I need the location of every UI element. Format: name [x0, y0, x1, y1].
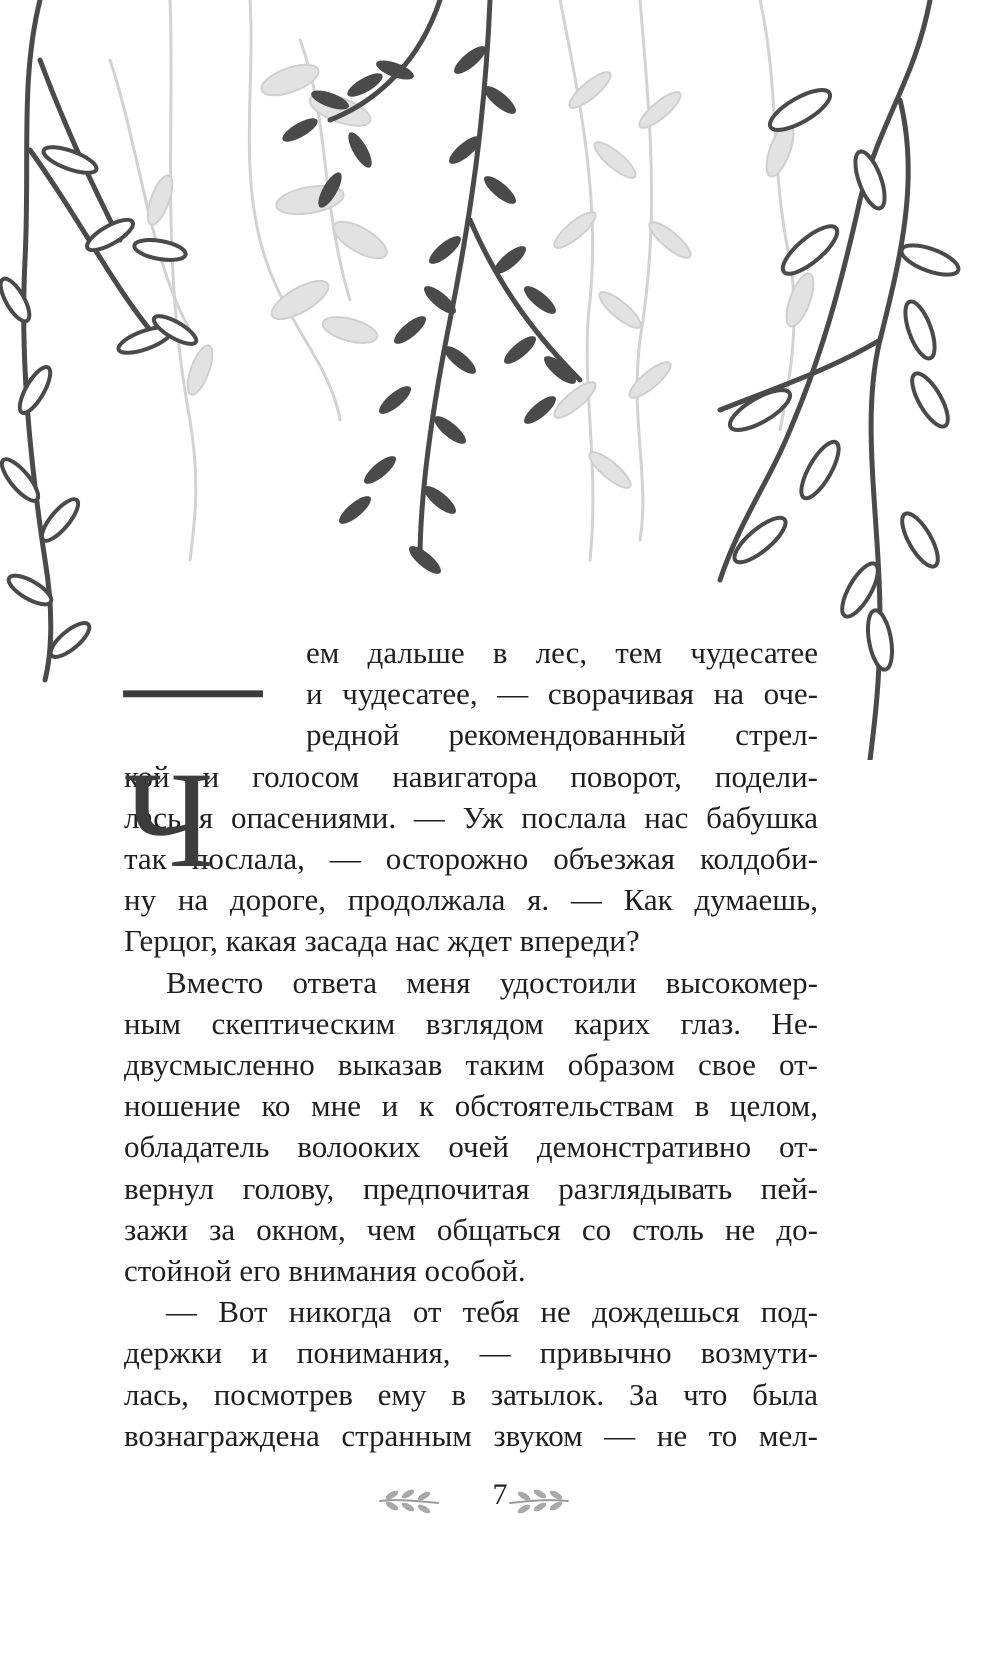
- text-line: и чудесатее, — сворачивая на оче-: [306, 676, 818, 712]
- text-line: — Вот никогда от тебя не дождешься под-: [166, 1294, 818, 1330]
- text-line: ну на дороге, продолжала я. — Как думаешь,: [124, 882, 818, 918]
- text-line: редной рекомендованный стрел-: [306, 717, 818, 753]
- drop-cap: [124, 603, 304, 896]
- body-text: [124, 603, 818, 1456]
- text-line: Вместо ответа меня удостоили высокомер-: [166, 964, 818, 1000]
- text-line: ным скептическим взглядом карих глаз. Не-: [124, 1005, 818, 1041]
- text-line: двусмысленно выказав таким образом свое от-: [124, 1047, 818, 1083]
- text-line: держки и понимания, — привычно возмути-: [124, 1335, 818, 1371]
- text-line: кой и голосом навигатора поворот, подели-: [124, 758, 818, 794]
- paragraph-1: [124, 603, 818, 962]
- page-number: 7: [492, 1478, 508, 1511]
- text-line: лась я опасениями. — Уж послала нас бабушка: [124, 799, 818, 835]
- drop-cap-letter: Ч: [124, 743, 214, 896]
- text-line: зажи за окном, чем общаться со столь не до-: [124, 1211, 818, 1247]
- text-line: так послала, — осторожно объезжая колдоби-: [124, 841, 818, 877]
- sprig-ornament-icon: [508, 1485, 570, 1515]
- text-line: вознаграждена странным звуком — не то мел-: [124, 1417, 818, 1453]
- text-line: обладатель волооких очей демонстративно от-: [124, 1129, 818, 1165]
- text-line: лась, посмотрев ему в затылок. За что была: [124, 1376, 818, 1412]
- text-line: ем дальше в лес, тем чудесатее: [306, 635, 818, 670]
- text-line: Герцог, какая засада нас ждет впереди?: [124, 923, 640, 959]
- text-line: вернул голову, предпочитая разглядывать пей-: [124, 1170, 818, 1206]
- paragraph-3: [124, 1291, 818, 1456]
- text-line: ношение ко мне и к обстоятельствам в целом,: [124, 1088, 818, 1124]
- drop-cap-dash: —: [124, 603, 262, 756]
- text-line: стойной его внимания особой.: [124, 1253, 526, 1289]
- paragraph-2: [124, 962, 818, 1292]
